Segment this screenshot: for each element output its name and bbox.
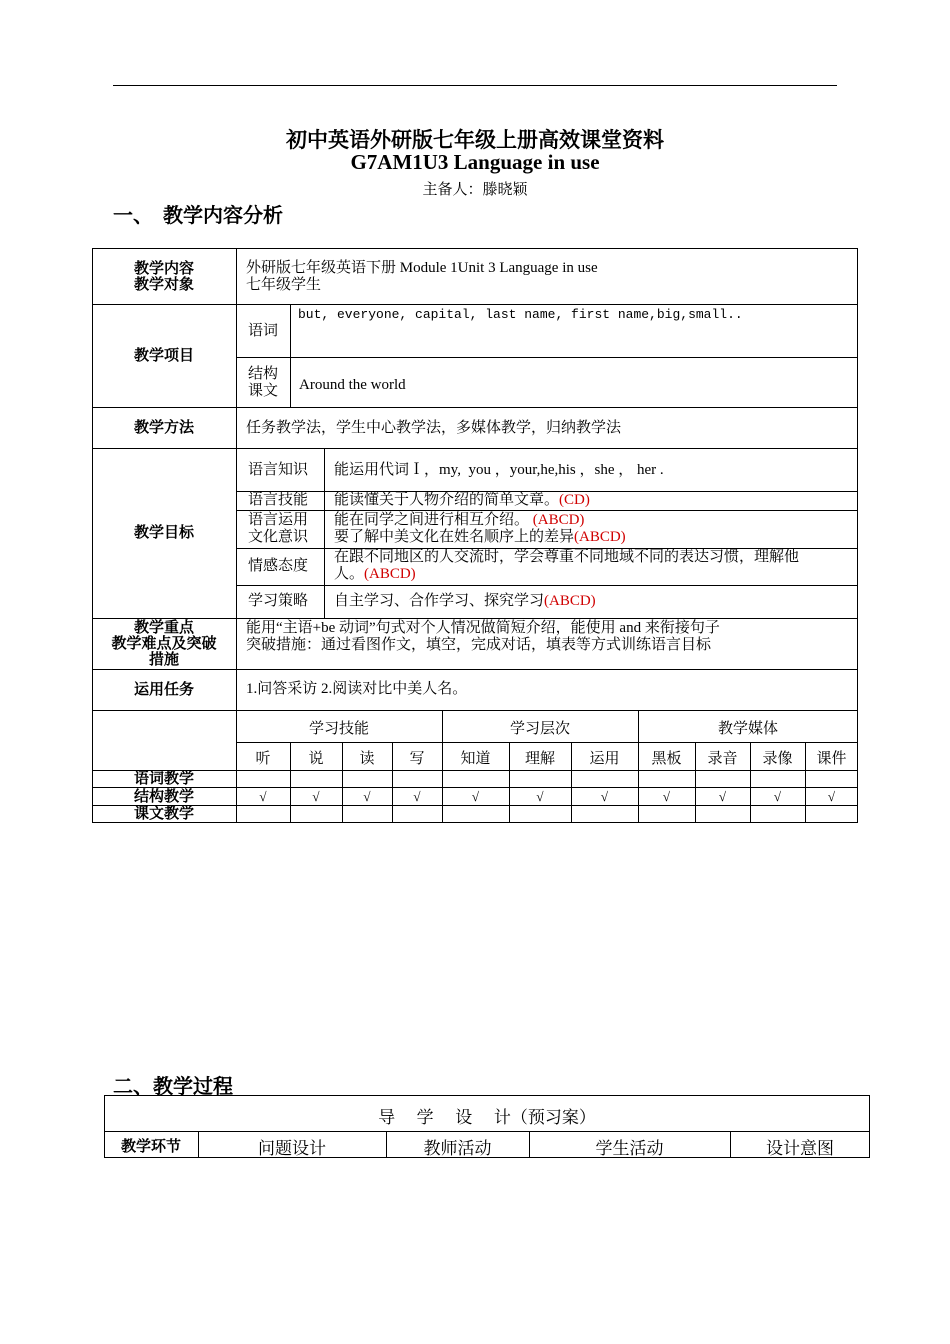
check-mark: √ (312, 789, 320, 804)
culture-value: 要了解中美文化在姓名顺序上的差异 (334, 529, 575, 545)
author-line: 主备人：滕晓颖 (422, 182, 528, 198)
use-tag: (ABCD) (532, 512, 585, 528)
row-structure-teaching: 结构教学 (133, 789, 194, 805)
check-mark: √ (259, 789, 267, 804)
document-title: 初中英语外研版七年级上册高效课堂资料 (286, 128, 664, 152)
structure-label-1: 结构 (248, 366, 279, 382)
header-phase: 教学环节 (120, 1139, 181, 1155)
col-read: 读 (359, 751, 375, 767)
keypoint-value: 能用“主语+be 动词”句式对个人情况做简短介绍，能使用 and 来衔接句子 (246, 620, 720, 636)
attitude-label: 情感态度 (248, 558, 309, 574)
col-courseware: 课件 (816, 751, 847, 767)
content-label: 教学内容 (133, 261, 194, 277)
items-label: 教学项目 (133, 348, 194, 364)
col-apply: 运用 (589, 751, 620, 767)
audience-value: 七年级学生 (246, 277, 322, 293)
group-levels: 学习层次 (509, 721, 570, 737)
vocab-label: 语词 (248, 323, 279, 339)
check-mark: √ (718, 789, 727, 804)
header-teacher-activity: 教师活动 (423, 1139, 492, 1159)
col-know: 知道 (460, 751, 491, 767)
knowledge-label: 语言知识 (248, 462, 309, 478)
col-write: 写 (409, 751, 425, 767)
attitude-value-2: 人。 (334, 566, 365, 582)
check-mark: √ (471, 789, 480, 804)
header-student-activity: 学生活动 (595, 1139, 664, 1159)
method-value: 任务教学法，学生中心教学法，多媒体教学，归纳教学法 (246, 420, 622, 436)
header-question-design: 问题设计 (258, 1139, 326, 1159)
use-label: 语言运用 (248, 512, 309, 528)
group-media: 教学媒体 (717, 721, 778, 737)
row-vocab-teaching: 语词教学 (133, 771, 194, 787)
group-skills: 学习技能 (308, 721, 369, 737)
attitude-value-1: 在跟不同地区的人交流时，学会尊重不同地域不同的表达习惯，理解他 (334, 549, 800, 565)
section-heading-process: 二、教学过程 (113, 1076, 233, 1098)
task-value: 1.问答采访 2.阅读对比中美人名。 (246, 681, 468, 697)
use-line (334, 512, 584, 529)
skill-label: 语言技能 (248, 492, 309, 508)
structure-value: Around the world (299, 377, 406, 393)
col-audio: 录音 (707, 751, 738, 767)
strategy-value: 自主学习、合作学习、探究学习 (334, 593, 545, 609)
check-mark: √ (363, 789, 371, 804)
audience-label: 教学对象 (133, 277, 194, 293)
structure-label-2: 课文 (248, 383, 279, 399)
document-subtitle: G7AM1U3 Language in use (350, 150, 600, 174)
check-mark: √ (413, 789, 421, 804)
col-understand: 理解 (524, 751, 555, 767)
check-mark: √ (600, 789, 609, 804)
process-table-title: 导 学 设 计（预习案） (378, 1108, 596, 1128)
check-mark: √ (827, 789, 836, 804)
col-speak: 说 (308, 751, 324, 767)
header-design-intent: 设计意图 (766, 1139, 834, 1159)
culture-tag: (ABCD) (574, 529, 626, 545)
strategy-line (334, 593, 596, 610)
check-mark: √ (536, 789, 544, 804)
use-value: 能在同学之间进行相互介绍。 (334, 512, 530, 528)
attitude-tag: (ABCD) (364, 566, 416, 582)
strategy-tag: (ABCD) (544, 593, 596, 609)
keypoint-label: 教学重点 (133, 620, 194, 636)
skill-tag: (CD) (559, 492, 590, 508)
knowledge-value: 能运用代词Ｉ，my, you ，your,he,his ，she ， her . (334, 462, 664, 478)
attitude-line-2 (334, 566, 416, 583)
measures-value: 突破措施：通过看图作文，填空，完成对话，填表等方式训练语言目标 (246, 637, 712, 653)
measures-label: 措施 (148, 652, 179, 668)
culture-line (334, 529, 626, 546)
section-heading-analysis: 一、 教学内容分析 (113, 205, 283, 227)
col-blackboard: 黑板 (651, 751, 682, 767)
goals-label: 教学目标 (133, 525, 194, 541)
culture-label: 文化意识 (248, 529, 309, 545)
check-mark: √ (662, 789, 671, 804)
vocab-value: but, everyone, capital, last name, first name,big,small.. (298, 307, 743, 322)
header-rule (113, 85, 837, 86)
method-label: 教学方法 (133, 420, 194, 436)
strategy-label: 学习策略 (248, 593, 309, 609)
col-video: 录像 (762, 751, 793, 767)
row-text-teaching: 课文教学 (133, 806, 194, 822)
skill-value: 能读懂关于人物介绍的简单文章。 (334, 492, 560, 508)
difficulty-label: 教学难点及突破 (111, 636, 217, 652)
check-mark: √ (773, 789, 782, 804)
skill-line (334, 492, 590, 509)
col-listen: 听 (255, 751, 271, 767)
task-label: 运用任务 (133, 682, 194, 698)
content-value: 外研版七年级英语下册 Module 1Unit 3 Language in use (246, 260, 598, 276)
